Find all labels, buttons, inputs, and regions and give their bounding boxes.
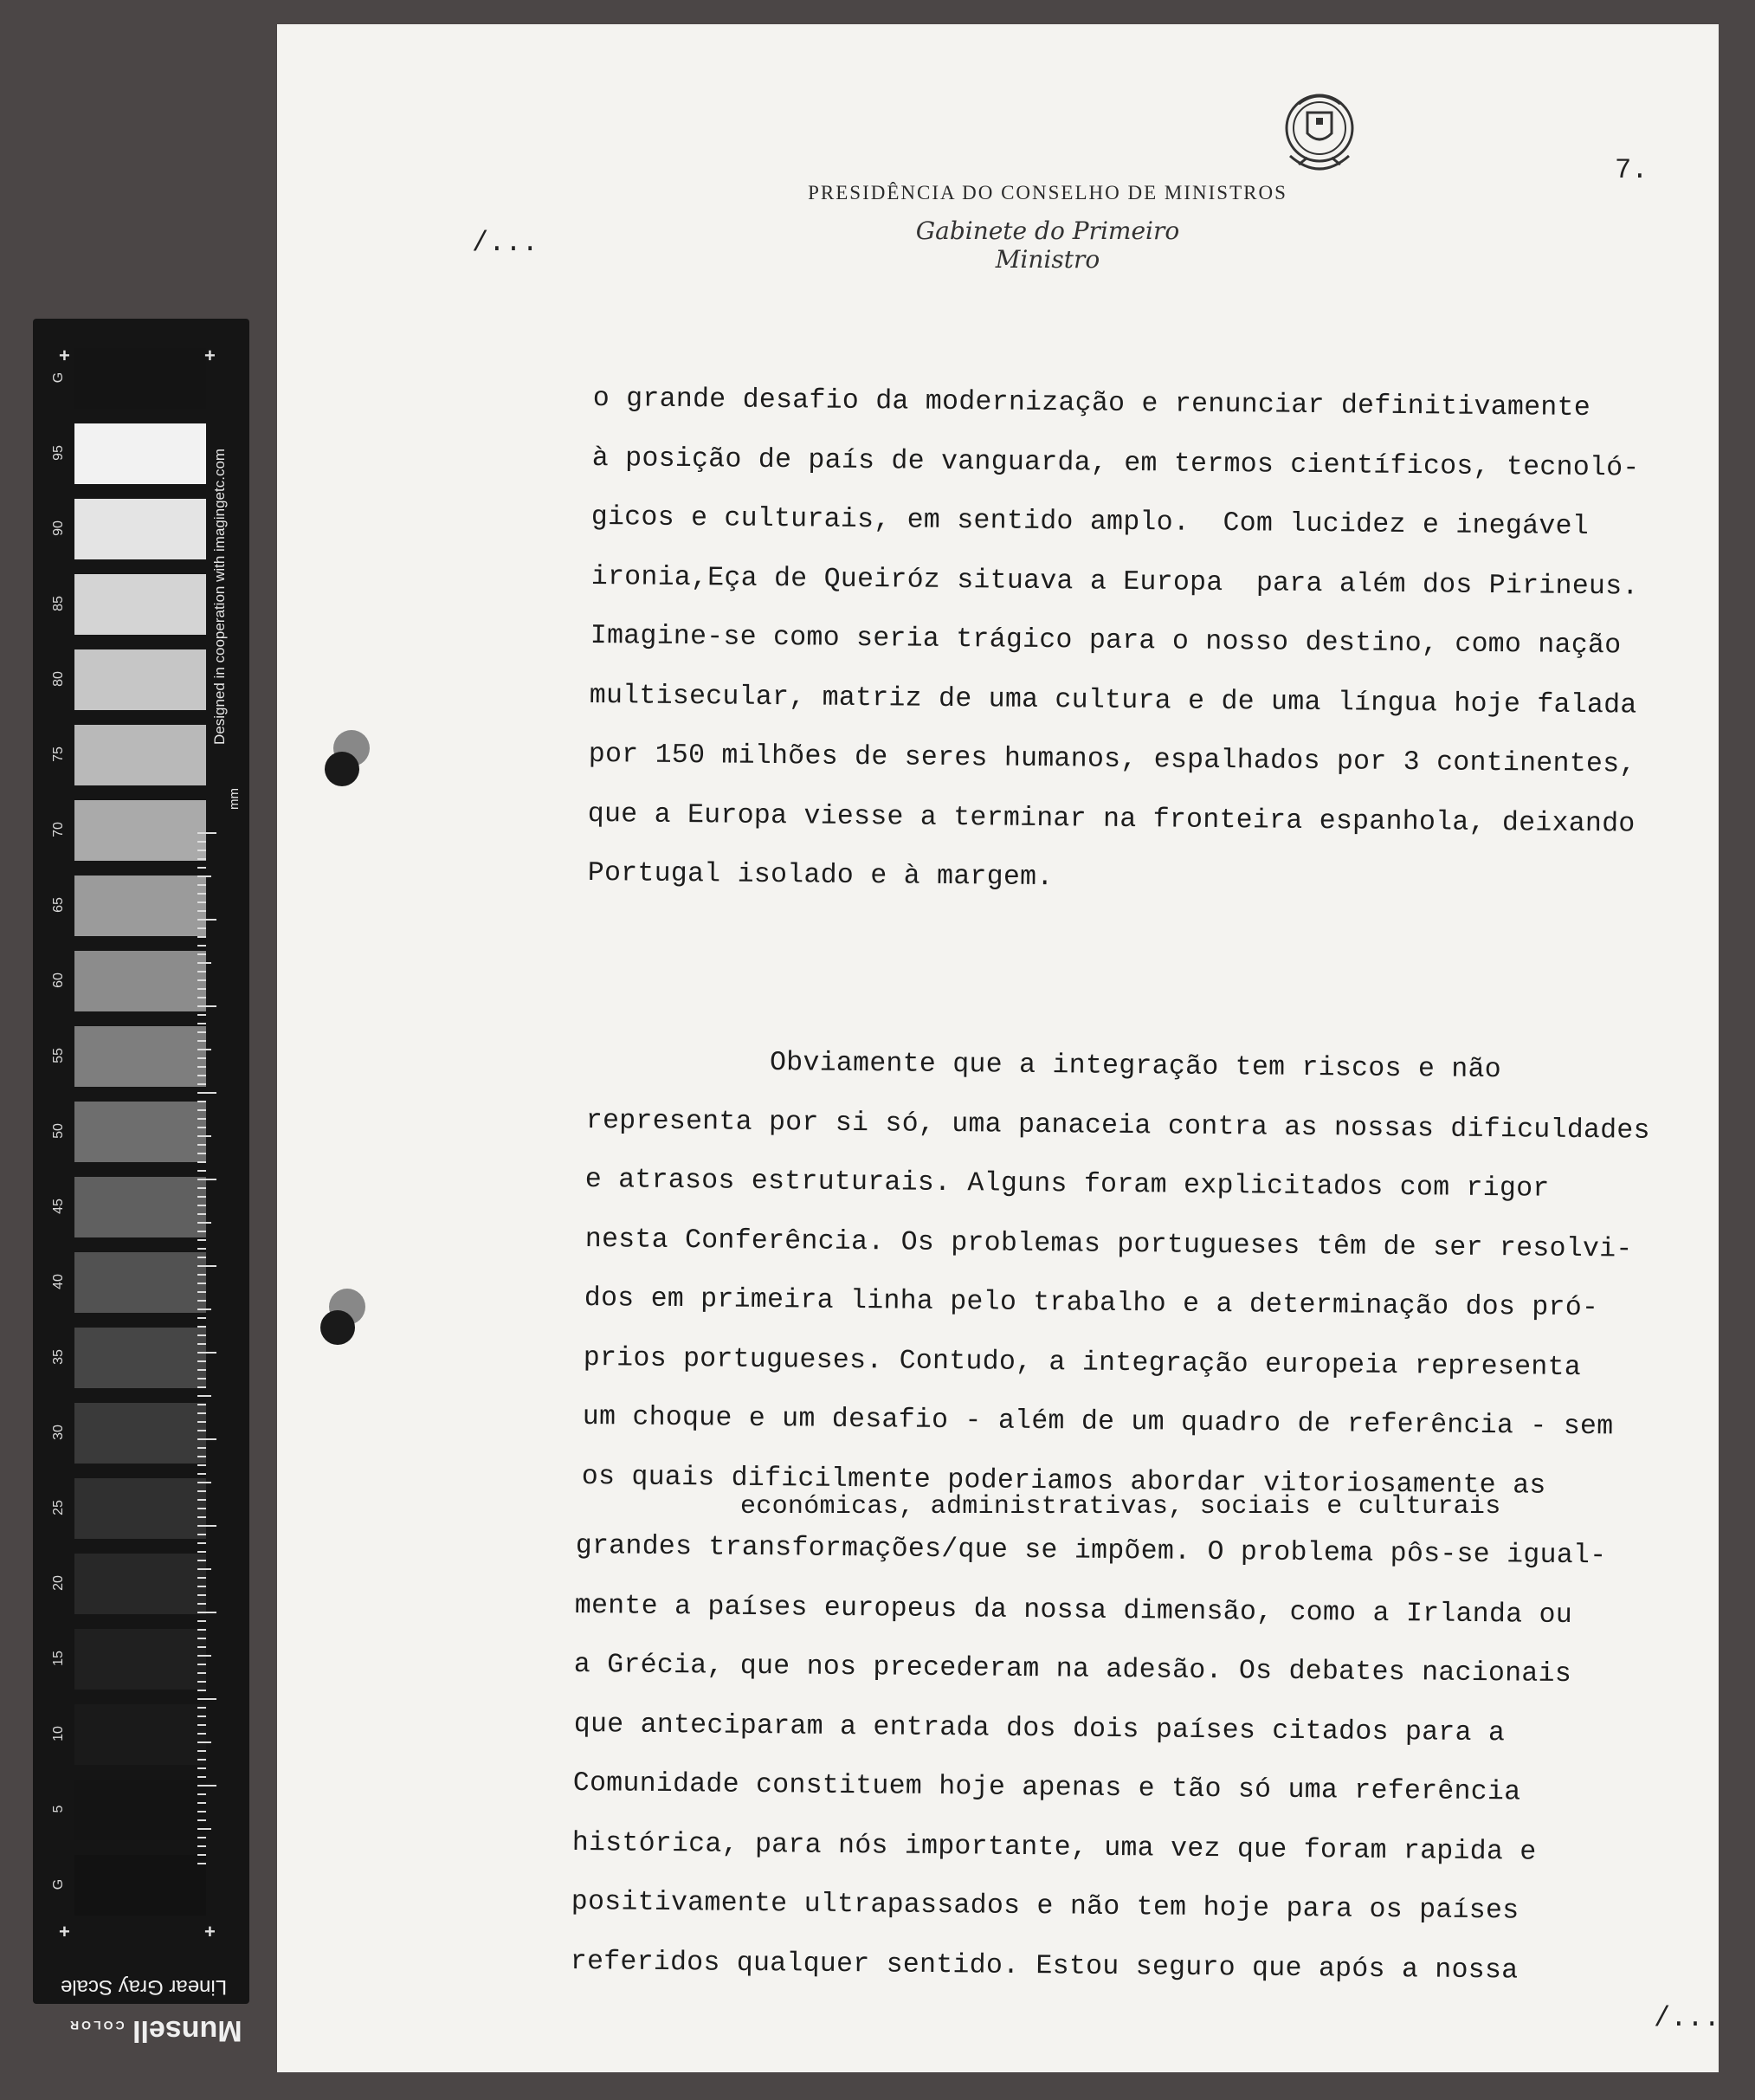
gray-patch-label: 75 — [51, 746, 66, 762]
gray-patch-label: 85 — [51, 596, 66, 611]
gray-patch — [74, 800, 206, 861]
plus-mark: + — [59, 1921, 70, 1942]
text-line: representa por si só, uma panaceia contra as nossas dificuldades — [585, 1105, 1651, 1147]
gray-patch-label: 80 — [51, 671, 66, 687]
punch-hole — [325, 752, 359, 786]
strip-credit: Designed in cooperation with imagingetc.com — [211, 448, 228, 745]
text-line: que anteciparam a entrada dos dois países citados para a — [573, 1709, 1505, 1748]
text-line: grandes transformações/que se impõem. O problema pôs-se igual- — [575, 1531, 1607, 1572]
gray-patch — [74, 1780, 206, 1840]
plus-mark: + — [204, 1921, 216, 1942]
gray-patch — [74, 348, 206, 409]
text-line: ironia,Eça de Queiróz situava a Europa para além dos Pirineus. — [590, 561, 1639, 603]
letterhead-subtitle: Gabinete do Primeiro Ministro — [915, 216, 1180, 274]
handwritten-insertion: económicas, administrativas, sociais e culturais — [740, 1492, 1501, 1522]
page-number: 7. — [1615, 154, 1649, 186]
gray-patch-label: 95 — [51, 445, 66, 461]
gray-patch-label: 5 — [51, 1805, 66, 1813]
gray-patch — [74, 876, 206, 936]
text-line: Portugal isolado e à margem. — [587, 858, 1054, 894]
gray-patch — [74, 1554, 206, 1614]
gray-patch-label: 35 — [51, 1349, 66, 1365]
continuation-mark-bottom: /... — [1654, 2002, 1720, 2034]
gray-patch — [74, 1855, 206, 1916]
text-line: dos em primeira linha pelo trabalho e a determinação dos pró- — [584, 1283, 1599, 1324]
text-line: que a Europa viesse a terminar na fronteira espanhola, deixando — [588, 798, 1636, 840]
plus-mark: + — [204, 345, 216, 366]
text-line: e atrasos estruturais. Alguns foram explicitados com rigor — [585, 1165, 1551, 1205]
gray-patch-label: 50 — [51, 1123, 66, 1139]
gray-patch — [74, 574, 206, 635]
gray-patch — [74, 1102, 206, 1162]
gray-patch — [74, 1252, 206, 1313]
text-line: histórica, para nós importante, uma vez que foram rapida e — [571, 1827, 1537, 1868]
gray-patch-label: 45 — [51, 1199, 66, 1214]
plus-mark: + — [59, 345, 70, 366]
gray-patch-label: 40 — [51, 1274, 66, 1289]
gray-patch — [74, 725, 206, 785]
gray-patch — [74, 951, 206, 1011]
text-line: prios portugueses. Contudo, a integração europeia representa — [583, 1342, 1582, 1383]
gray-patch — [74, 1629, 206, 1690]
text-line: positivamente ultrapassados e não tem hoje para os países — [571, 1887, 1519, 1927]
text-line: a Grécia, que nos precederam na adesão. Os debates nacionais — [574, 1650, 1572, 1690]
gray-patch-label: 60 — [51, 972, 66, 988]
brand-name: Munsell — [132, 2014, 242, 2047]
text-line: gicos e culturais, em sentido amplo. Com lucidez e inegável — [591, 502, 1590, 543]
punch-hole — [320, 1310, 355, 1345]
gray-patch — [74, 1026, 206, 1087]
brand-sub: COLOR — [68, 2019, 125, 2032]
gray-patch — [74, 1177, 206, 1237]
gray-patch — [74, 1328, 206, 1388]
gray-patch-label: 15 — [51, 1651, 66, 1666]
strip-mm-label: mm — [227, 788, 242, 810]
text-line: referidos qualquer sentido. Estou seguro que após a nossa — [571, 1946, 1519, 1987]
gray-patch-label: 20 — [51, 1575, 66, 1591]
text-line: por 150 milhões de seres humanos, espalhados por 3 continentes, — [588, 740, 1636, 780]
gray-patch — [74, 423, 206, 484]
continuation-mark-top: /... — [472, 227, 539, 259]
gray-patch-label: 10 — [51, 1726, 66, 1741]
gray-patch — [74, 499, 206, 559]
gray-patch-label: G — [51, 1878, 66, 1890]
gray-patch — [74, 1704, 206, 1765]
gray-patch-label: 65 — [51, 897, 66, 913]
text-line: Obviamente que a integração tem riscos e não — [586, 1046, 1502, 1086]
text-line: os quais dificilmente poderiamos abordar vitoriosamente as — [582, 1461, 1547, 1502]
document-page — [277, 24, 1719, 2072]
text-line: multisecular, matriz de uma cultura e de uma língua hoje falada — [589, 680, 1637, 721]
gray-patch-label: 90 — [51, 520, 66, 536]
gray-patch-label: 55 — [51, 1048, 66, 1063]
text-line: Comunidade constituem hoje apenas e tão só uma referência — [572, 1768, 1521, 1808]
text-line: um choque e um desafio - além de um quadro de referência - sem — [582, 1402, 1614, 1443]
gray-patch-label: 30 — [51, 1425, 66, 1440]
letterhead-title: PRESIDÊNCIA DO CONSELHO DE MINISTROS — [808, 182, 1287, 204]
scale-name: Linear Gray Scale — [61, 1975, 228, 1999]
gray-patch — [74, 1403, 206, 1464]
text-line: Imagine-se como seria trágico para o nosso destino, como nação — [590, 621, 1622, 662]
gray-patch-label: 25 — [51, 1500, 66, 1515]
text-line: mente a países europeus da nossa dimensão, como a Irlanda ou — [574, 1590, 1573, 1631]
gray-patch-label: 70 — [51, 822, 66, 837]
brand-logo — [68, 2013, 242, 2047]
gray-patch — [74, 1478, 206, 1539]
mm-ruler — [197, 831, 220, 1871]
text-line: nesta Conferência. Os problemas portugueses têm de ser resolvi- — [584, 1224, 1633, 1265]
coat-of-arms-emblem — [1273, 87, 1366, 184]
gray-patch — [74, 649, 206, 710]
gray-patch-label: G — [51, 372, 66, 384]
text-line: o grande desafio da modernização e renunciar definitivamente — [592, 384, 1591, 424]
text-line: à posição de país de vanguarda, em termos científicos, tecnoló- — [591, 443, 1640, 484]
